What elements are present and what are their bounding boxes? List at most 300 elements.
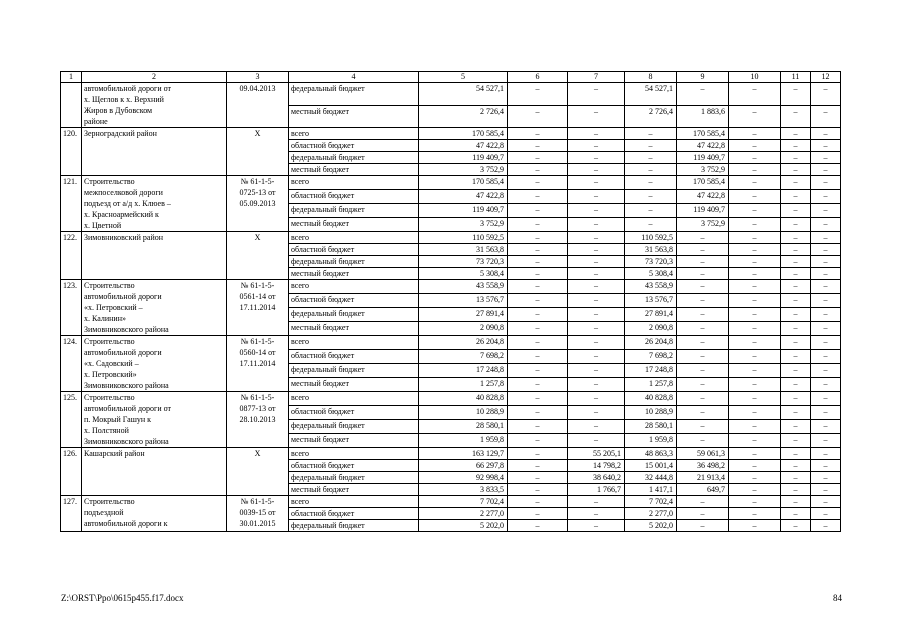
document-reference bbox=[227, 280, 289, 336]
object-name-line: п. Мокрый Гашун к bbox=[84, 415, 152, 424]
funding-source: федеральный бюджет bbox=[289, 472, 419, 484]
amount-cell: 7 698,2 bbox=[419, 350, 508, 364]
amount-cell: – bbox=[781, 434, 811, 448]
amount-cell: – bbox=[568, 378, 625, 392]
column-number: 12 bbox=[811, 72, 841, 83]
amount-cell: – bbox=[508, 308, 568, 322]
amount-cell: – bbox=[568, 190, 625, 204]
funding-source: местный бюджет bbox=[289, 484, 419, 496]
table-row bbox=[61, 280, 841, 294]
amount-cell: – bbox=[811, 204, 841, 218]
amount-cell: 28 580,1 bbox=[625, 420, 677, 434]
item-number: 127. bbox=[61, 496, 82, 532]
amount-cell: – bbox=[781, 128, 811, 140]
amount-cell: – bbox=[508, 83, 568, 106]
amount-cell: 3 752,9 bbox=[677, 164, 729, 176]
amount-cell: – bbox=[508, 392, 568, 406]
amount-cell: – bbox=[568, 294, 625, 308]
funding-source: всего bbox=[289, 280, 419, 294]
object-name-line: Кашарский район bbox=[84, 449, 145, 458]
amount-cell: – bbox=[781, 280, 811, 294]
funding-source: областной бюджет bbox=[289, 294, 419, 308]
amount-cell: – bbox=[781, 472, 811, 484]
amount-cell: 92 998,4 bbox=[419, 472, 508, 484]
amount-cell: – bbox=[677, 322, 729, 336]
amount-cell: – bbox=[568, 420, 625, 434]
object-name-line: Строительство bbox=[84, 337, 135, 346]
amount-cell: – bbox=[508, 448, 568, 460]
amount-cell: – bbox=[811, 128, 841, 140]
object-name-line: х. Красноармейский к bbox=[84, 210, 159, 219]
funding-source: всего bbox=[289, 336, 419, 350]
amount-cell: – bbox=[508, 420, 568, 434]
amount-cell: – bbox=[781, 218, 811, 232]
amount-cell: 119 409,7 bbox=[677, 152, 729, 164]
document-reference-line: Х bbox=[254, 449, 261, 458]
document-reference-line: 30.01.2015 bbox=[239, 519, 276, 528]
amount-cell: – bbox=[811, 378, 841, 392]
amount-cell: – bbox=[625, 204, 677, 218]
amount-cell: – bbox=[811, 406, 841, 420]
amount-cell: – bbox=[508, 364, 568, 378]
amount-cell: – bbox=[781, 308, 811, 322]
amount-cell: – bbox=[781, 204, 811, 218]
amount-cell: – bbox=[677, 280, 729, 294]
document-reference-line: № 61-1-5- bbox=[240, 177, 275, 186]
amount-cell: – bbox=[568, 268, 625, 280]
amount-cell: 13 576,7 bbox=[625, 294, 677, 308]
amount-cell: 2 726,4 bbox=[625, 105, 677, 128]
object-name-line: х. Петровский» bbox=[84, 370, 137, 379]
amount-cell: – bbox=[568, 364, 625, 378]
object-name-line: подъездной bbox=[84, 508, 124, 517]
document-reference bbox=[227, 176, 289, 232]
amount-cell: 59 061,3 bbox=[677, 448, 729, 460]
amount-cell: – bbox=[508, 256, 568, 268]
amount-cell: – bbox=[811, 364, 841, 378]
funding-source: местный бюджет bbox=[289, 218, 419, 232]
amount-cell: 17 248,8 bbox=[419, 364, 508, 378]
budget-table bbox=[60, 71, 841, 532]
amount-cell: 31 563,8 bbox=[625, 244, 677, 256]
amount-cell: – bbox=[781, 322, 811, 336]
funding-source: всего bbox=[289, 448, 419, 460]
amount-cell: – bbox=[729, 152, 781, 164]
object-name bbox=[82, 280, 227, 336]
amount-cell: – bbox=[781, 176, 811, 190]
object-name-line: Зимовниковского района bbox=[84, 381, 169, 390]
amount-cell: – bbox=[781, 190, 811, 204]
amount-cell: – bbox=[568, 350, 625, 364]
amount-cell: – bbox=[568, 244, 625, 256]
item-number: 123. bbox=[61, 280, 82, 336]
amount-cell: 10 288,9 bbox=[625, 406, 677, 420]
document-reference-line: 05.09.2013 bbox=[239, 199, 276, 208]
object-name-line: х. Щеглов к х. Верхний bbox=[84, 95, 164, 104]
amount-cell: – bbox=[781, 460, 811, 472]
amount-cell: – bbox=[677, 350, 729, 364]
table-row bbox=[61, 128, 841, 140]
funding-source: областной бюджет bbox=[289, 140, 419, 152]
amount-cell: – bbox=[568, 232, 625, 244]
amount-cell: 7 698,2 bbox=[625, 350, 677, 364]
table-row bbox=[61, 83, 841, 106]
amount-cell: – bbox=[568, 508, 625, 520]
amount-cell: 1 959,8 bbox=[419, 434, 508, 448]
document-reference-line: № 61-1-5- bbox=[240, 497, 275, 506]
amount-cell: 170 585,4 bbox=[677, 176, 729, 190]
amount-cell: 170 585,4 bbox=[419, 176, 508, 190]
amount-cell: 73 720,3 bbox=[419, 256, 508, 268]
amount-cell: 54 527,1 bbox=[625, 83, 677, 106]
amount-cell: – bbox=[508, 244, 568, 256]
amount-cell: – bbox=[729, 496, 781, 508]
amount-cell: 3 752,9 bbox=[419, 164, 508, 176]
amount-cell: 5 202,0 bbox=[419, 520, 508, 532]
amount-cell: – bbox=[781, 140, 811, 152]
amount-cell: 38 640,2 bbox=[568, 472, 625, 484]
document-reference-line: 0560-14 от bbox=[239, 348, 276, 357]
amount-cell: – bbox=[729, 406, 781, 420]
funding-source: областной бюджет bbox=[289, 244, 419, 256]
amount-cell: – bbox=[811, 280, 841, 294]
amount-cell: – bbox=[781, 164, 811, 176]
amount-cell: 3 752,9 bbox=[677, 218, 729, 232]
amount-cell: 26 204,8 bbox=[419, 336, 508, 350]
amount-cell: – bbox=[677, 508, 729, 520]
amount-cell: – bbox=[811, 460, 841, 472]
amount-cell: – bbox=[508, 232, 568, 244]
object-name-line: Строительство bbox=[84, 177, 135, 186]
amount-cell: – bbox=[508, 406, 568, 420]
table-row bbox=[61, 392, 841, 406]
amount-cell: – bbox=[508, 268, 568, 280]
amount-cell: – bbox=[811, 176, 841, 190]
object-name bbox=[82, 448, 227, 496]
amount-cell: – bbox=[568, 434, 625, 448]
column-number: 11 bbox=[781, 72, 811, 83]
funding-source: федеральный бюджет bbox=[289, 420, 419, 434]
amount-cell: – bbox=[781, 420, 811, 434]
document-reference-line: 0039-15 от bbox=[239, 508, 276, 517]
amount-cell: – bbox=[729, 294, 781, 308]
amount-cell: – bbox=[729, 218, 781, 232]
item-number: 121. bbox=[61, 176, 82, 232]
amount-cell: 15 001,4 bbox=[625, 460, 677, 472]
amount-cell: – bbox=[781, 448, 811, 460]
object-name bbox=[82, 232, 227, 280]
amount-cell: – bbox=[729, 268, 781, 280]
document-reference-line: № 61-1-5- bbox=[240, 337, 275, 346]
amount-cell: – bbox=[781, 520, 811, 532]
column-number: 10 bbox=[729, 72, 781, 83]
amount-cell: – bbox=[781, 232, 811, 244]
amount-cell: – bbox=[508, 496, 568, 508]
object-name-line: Зимовниковского района bbox=[84, 325, 169, 334]
amount-cell: – bbox=[508, 350, 568, 364]
amount-cell: – bbox=[508, 280, 568, 294]
object-name-line: Зимовниковского района bbox=[84, 437, 169, 446]
amount-cell: 27 891,4 bbox=[625, 308, 677, 322]
amount-cell: – bbox=[781, 294, 811, 308]
amount-cell: – bbox=[508, 520, 568, 532]
amount-cell: 5 308,4 bbox=[625, 268, 677, 280]
amount-cell: – bbox=[781, 364, 811, 378]
amount-cell: – bbox=[729, 420, 781, 434]
object-name-line: х. Калинин» bbox=[84, 314, 126, 323]
amount-cell: – bbox=[568, 336, 625, 350]
amount-cell: – bbox=[729, 232, 781, 244]
amount-cell: 66 297,8 bbox=[419, 460, 508, 472]
object-name-line: межпоселковой дороги bbox=[84, 188, 163, 197]
amount-cell: – bbox=[811, 164, 841, 176]
column-number: 8 bbox=[625, 72, 677, 83]
amount-cell: – bbox=[677, 420, 729, 434]
amount-cell: 1 883,6 bbox=[677, 105, 729, 128]
object-name-line: автомобильной дороги к bbox=[84, 519, 168, 528]
amount-cell: 36 498,2 bbox=[677, 460, 729, 472]
amount-cell: – bbox=[781, 268, 811, 280]
object-name-line: Зерноградский район bbox=[84, 129, 157, 138]
amount-cell: 54 527,1 bbox=[419, 83, 508, 106]
amount-cell: – bbox=[677, 406, 729, 420]
amount-cell: – bbox=[811, 472, 841, 484]
amount-cell: 2 277,0 bbox=[625, 508, 677, 520]
amount-cell: – bbox=[781, 105, 811, 128]
amount-cell: – bbox=[625, 176, 677, 190]
amount-cell: 170 585,4 bbox=[419, 128, 508, 140]
amount-cell: – bbox=[729, 520, 781, 532]
amount-cell: – bbox=[729, 460, 781, 472]
column-number: 7 bbox=[568, 72, 625, 83]
object-name-line: автомобильной дороги от bbox=[84, 404, 172, 413]
amount-cell: – bbox=[508, 434, 568, 448]
object-name-line: Строительство bbox=[84, 393, 135, 402]
amount-cell: – bbox=[729, 448, 781, 460]
amount-cell: – bbox=[781, 83, 811, 106]
amount-cell: – bbox=[677, 294, 729, 308]
amount-cell: – bbox=[811, 520, 841, 532]
item-number: 126. bbox=[61, 448, 82, 496]
amount-cell: – bbox=[677, 244, 729, 256]
object-name-line: автомобильной дороги bbox=[84, 348, 162, 357]
amount-cell: 47 422,8 bbox=[419, 140, 508, 152]
amount-cell: – bbox=[508, 140, 568, 152]
amount-cell: – bbox=[568, 105, 625, 128]
amount-cell: – bbox=[781, 392, 811, 406]
amount-cell: 48 863,3 bbox=[625, 448, 677, 460]
amount-cell: 1 959,8 bbox=[625, 434, 677, 448]
amount-cell: – bbox=[508, 204, 568, 218]
object-name-line: «х. Петровский – bbox=[84, 303, 143, 312]
object-name-line: Жиров в Дубовском bbox=[84, 106, 153, 115]
amount-cell: – bbox=[568, 308, 625, 322]
amount-cell: 163 129,7 bbox=[419, 448, 508, 460]
amount-cell: – bbox=[811, 218, 841, 232]
document-reference bbox=[227, 128, 289, 176]
amount-cell: – bbox=[781, 336, 811, 350]
amount-cell: – bbox=[811, 508, 841, 520]
amount-cell: 47 422,8 bbox=[677, 140, 729, 152]
amount-cell: – bbox=[677, 378, 729, 392]
object-name-line: районе bbox=[84, 117, 108, 126]
amount-cell: 10 288,9 bbox=[419, 406, 508, 420]
amount-cell: – bbox=[508, 176, 568, 190]
amount-cell: – bbox=[568, 280, 625, 294]
column-numbers-row bbox=[61, 72, 841, 83]
document-reference bbox=[227, 496, 289, 532]
amount-cell: – bbox=[781, 378, 811, 392]
amount-cell: – bbox=[811, 336, 841, 350]
amount-cell: – bbox=[568, 256, 625, 268]
document-reference-line: 0877-13 от bbox=[239, 404, 276, 413]
amount-cell: – bbox=[729, 508, 781, 520]
amount-cell: – bbox=[729, 190, 781, 204]
object-name bbox=[82, 392, 227, 448]
amount-cell: 43 558,9 bbox=[625, 280, 677, 294]
amount-cell: – bbox=[811, 105, 841, 128]
funding-source: всего bbox=[289, 496, 419, 508]
amount-cell: 119 409,7 bbox=[419, 152, 508, 164]
amount-cell: – bbox=[508, 128, 568, 140]
table-row bbox=[61, 232, 841, 244]
funding-source: областной бюджет bbox=[289, 508, 419, 520]
footer-page-number: 84 bbox=[833, 593, 842, 603]
amount-cell: 21 913,4 bbox=[677, 472, 729, 484]
object-name-line: Строительство bbox=[84, 281, 135, 290]
funding-source: федеральный бюджет bbox=[289, 152, 419, 164]
funding-source: федеральный бюджет bbox=[289, 83, 419, 106]
amount-cell: – bbox=[568, 152, 625, 164]
funding-source: всего bbox=[289, 392, 419, 406]
funding-source: всего bbox=[289, 176, 419, 190]
amount-cell: – bbox=[677, 232, 729, 244]
amount-cell: 26 204,8 bbox=[625, 336, 677, 350]
document-reference-line: № 61-1-5- bbox=[240, 281, 275, 290]
amount-cell: 7 702,4 bbox=[419, 496, 508, 508]
amount-cell: – bbox=[729, 280, 781, 294]
document-reference-line: 28.10.2013 bbox=[239, 415, 276, 424]
amount-cell: – bbox=[811, 420, 841, 434]
amount-cell: – bbox=[625, 152, 677, 164]
amount-cell: – bbox=[568, 164, 625, 176]
table-row bbox=[61, 496, 841, 508]
amount-cell: – bbox=[568, 218, 625, 232]
amount-cell: – bbox=[508, 378, 568, 392]
amount-cell: – bbox=[508, 105, 568, 128]
amount-cell: – bbox=[677, 336, 729, 350]
amount-cell: – bbox=[568, 496, 625, 508]
amount-cell: 1 766,7 bbox=[568, 484, 625, 496]
amount-cell: – bbox=[729, 322, 781, 336]
amount-cell: – bbox=[811, 322, 841, 336]
amount-cell: 32 444,8 bbox=[625, 472, 677, 484]
item-number: 125. bbox=[61, 392, 82, 448]
amount-cell: – bbox=[811, 232, 841, 244]
amount-cell: 119 409,7 bbox=[677, 204, 729, 218]
amount-cell: – bbox=[781, 508, 811, 520]
amount-cell: – bbox=[677, 496, 729, 508]
amount-cell: – bbox=[625, 128, 677, 140]
document-reference-line: 09.04.2013 bbox=[239, 84, 276, 93]
amount-cell: – bbox=[508, 294, 568, 308]
amount-cell: 40 828,8 bbox=[419, 392, 508, 406]
funding-source: федеральный бюджет bbox=[289, 308, 419, 322]
amount-cell: – bbox=[568, 204, 625, 218]
amount-cell: – bbox=[568, 176, 625, 190]
funding-source: федеральный бюджет bbox=[289, 204, 419, 218]
funding-source: областной бюджет bbox=[289, 460, 419, 472]
amount-cell: 2 277,0 bbox=[419, 508, 508, 520]
amount-cell: 649,7 bbox=[677, 484, 729, 496]
document-reference bbox=[227, 83, 289, 128]
amount-cell: 119 409,7 bbox=[419, 204, 508, 218]
amount-cell: – bbox=[729, 336, 781, 350]
funding-source: федеральный бюджет bbox=[289, 520, 419, 532]
amount-cell: 40 828,8 bbox=[625, 392, 677, 406]
amount-cell: – bbox=[811, 350, 841, 364]
amount-cell: 31 563,8 bbox=[419, 244, 508, 256]
amount-cell: – bbox=[729, 256, 781, 268]
amount-cell: 47 422,8 bbox=[677, 190, 729, 204]
funding-source: всего bbox=[289, 128, 419, 140]
item-number: 120. bbox=[61, 128, 82, 176]
funding-source: федеральный бюджет bbox=[289, 256, 419, 268]
amount-cell: – bbox=[729, 83, 781, 106]
funding-source: местный бюджет bbox=[289, 322, 419, 336]
amount-cell: – bbox=[811, 152, 841, 164]
column-number: 3 bbox=[227, 72, 289, 83]
item-number bbox=[61, 83, 82, 128]
amount-cell: – bbox=[508, 508, 568, 520]
table-row bbox=[61, 336, 841, 350]
document-reference-line: Х bbox=[254, 233, 261, 242]
amount-cell: – bbox=[625, 164, 677, 176]
amount-cell: – bbox=[677, 434, 729, 448]
amount-cell: 3 752,9 bbox=[419, 218, 508, 232]
object-name-line: «х. Садовский – bbox=[84, 359, 139, 368]
funding-source: всего bbox=[289, 232, 419, 244]
amount-cell: – bbox=[729, 105, 781, 128]
amount-cell: – bbox=[508, 322, 568, 336]
funding-source: местный бюджет bbox=[289, 434, 419, 448]
document-reference bbox=[227, 392, 289, 448]
column-number: 5 bbox=[419, 72, 508, 83]
amount-cell: 47 422,8 bbox=[419, 190, 508, 204]
amount-cell: – bbox=[568, 520, 625, 532]
amount-cell: – bbox=[729, 350, 781, 364]
amount-cell: – bbox=[729, 484, 781, 496]
document-reference-line: 17.11.2014 bbox=[239, 359, 276, 368]
funding-source: местный бюджет bbox=[289, 164, 419, 176]
amount-cell: – bbox=[729, 176, 781, 190]
document-reference bbox=[227, 448, 289, 496]
footer-file-path: Z:\ORST\Ppo\0615p455.f17.docx bbox=[61, 593, 184, 603]
amount-cell: – bbox=[677, 364, 729, 378]
amount-cell: – bbox=[729, 204, 781, 218]
amount-cell: – bbox=[677, 308, 729, 322]
amount-cell: – bbox=[508, 218, 568, 232]
amount-cell: – bbox=[625, 218, 677, 232]
amount-cell: – bbox=[781, 350, 811, 364]
amount-cell: – bbox=[781, 496, 811, 508]
funding-source: местный бюджет bbox=[289, 378, 419, 392]
amount-cell: – bbox=[781, 256, 811, 268]
amount-cell: 14 798,2 bbox=[568, 460, 625, 472]
amount-cell: – bbox=[729, 140, 781, 152]
amount-cell: 28 580,1 bbox=[419, 420, 508, 434]
document-reference-line: 0725-13 от bbox=[239, 188, 276, 197]
